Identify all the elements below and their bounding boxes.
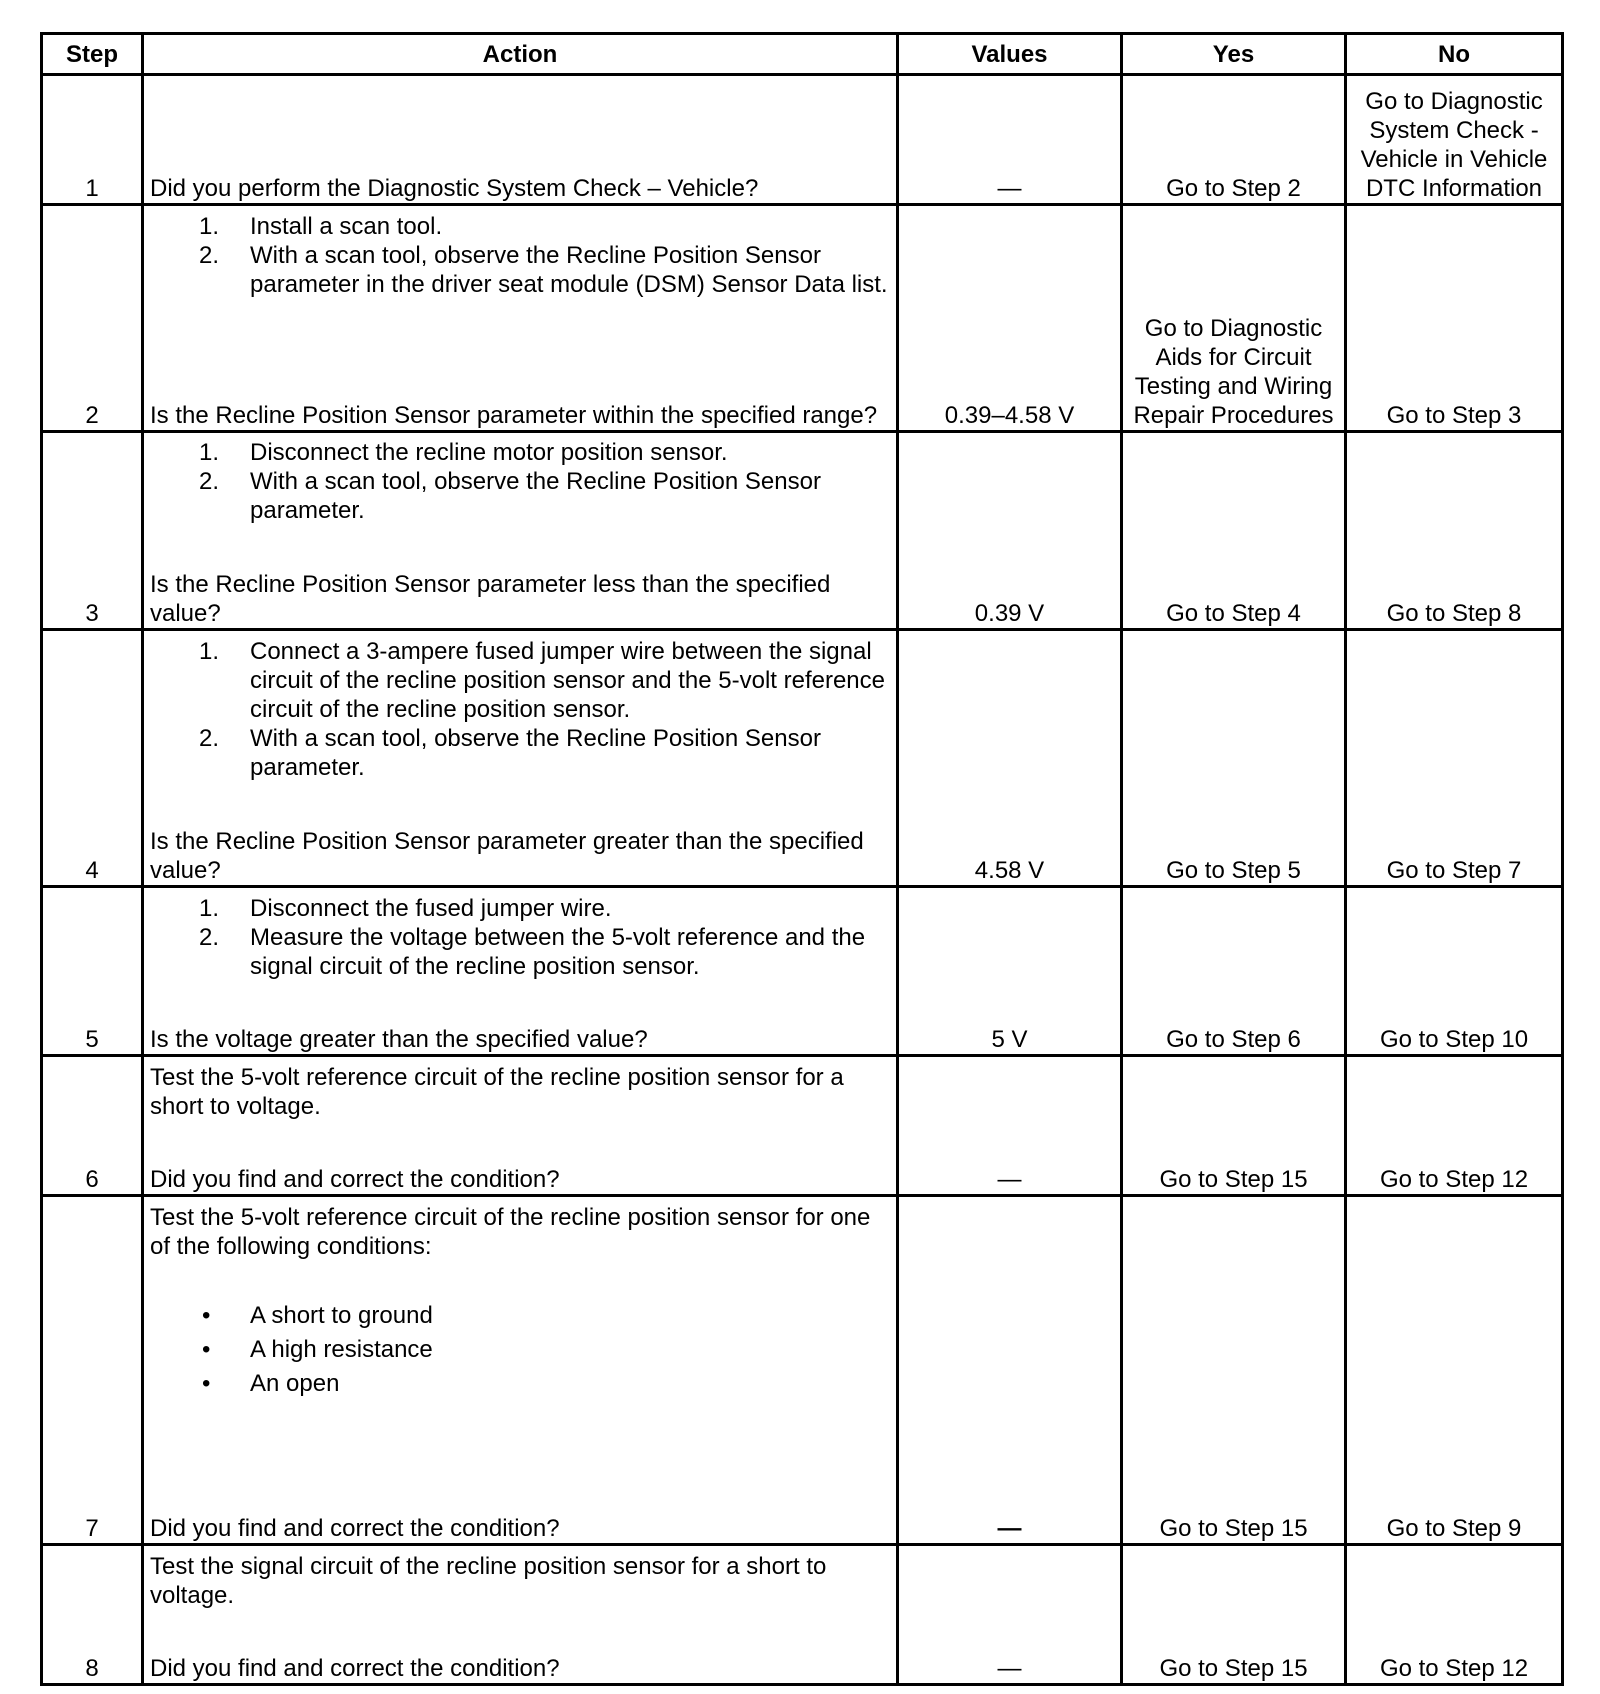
yes-cell: Go to Diagnostic Aids for Circuit Testing and Wiring Repair Procedures bbox=[1122, 205, 1346, 432]
action-cell bbox=[143, 1196, 898, 1545]
action-question: Did you find and correct the condition? bbox=[150, 1166, 560, 1193]
no-cell: Go to Step 12 bbox=[1346, 1545, 1563, 1685]
action-intro: Test the 5-volt reference circuit of the recline position sensor for one of the following conditions: bbox=[150, 1204, 871, 1260]
action-cell bbox=[143, 887, 898, 1056]
value-cell: 4.58 V bbox=[898, 630, 1122, 887]
diagnostic-table bbox=[40, 32, 1564, 1686]
action-steps-list bbox=[150, 637, 890, 782]
step-number: 4 bbox=[42, 630, 143, 887]
table-row bbox=[42, 432, 1563, 630]
step-number: 7 bbox=[42, 1196, 143, 1545]
list-item: • A short to ground bbox=[202, 1302, 433, 1329]
action-cell bbox=[143, 432, 898, 630]
table-row bbox=[42, 1056, 1563, 1196]
value-cell: — bbox=[898, 1056, 1122, 1196]
step-number: 8 bbox=[42, 1545, 143, 1685]
yes-cell: Go to Step 15 bbox=[1122, 1545, 1346, 1685]
action-question: Did you find and correct the condition? bbox=[150, 1515, 560, 1542]
list-item: 2. With a scan tool, observe the Recline Position Sensor parameter in the driver seat module (DSM) Sensor Data list. bbox=[199, 242, 888, 298]
list-item: • An open bbox=[202, 1370, 340, 1397]
action-question: Is the Recline Position Sensor parameter less than the specified value? bbox=[150, 571, 831, 627]
no-cell: Go to Step 3 bbox=[1346, 205, 1563, 432]
list-item: 2. With a scan tool, observe the Recline Position Sensor parameter. bbox=[199, 725, 821, 781]
step-number: 2 bbox=[42, 205, 143, 432]
table-row bbox=[42, 887, 1563, 1056]
action-intro: Did you perform the Diagnostic System Check – Vehicle? bbox=[150, 175, 759, 202]
yes-cell: Go to Step 15 bbox=[1122, 1056, 1346, 1196]
value-cell: — bbox=[898, 1545, 1122, 1685]
action-question: Is the Recline Position Sensor parameter within the specified range? bbox=[150, 402, 878, 429]
table-row bbox=[42, 1196, 1563, 1545]
yes-cell: Go to Step 2 bbox=[1122, 75, 1346, 205]
value-cell: 5 V bbox=[898, 887, 1122, 1056]
action-intro: Test the 5-volt reference circuit of the recline position sensor for a short to voltage. bbox=[150, 1064, 844, 1120]
step-number: 5 bbox=[42, 887, 143, 1056]
list-item: 1. Disconnect the recline motor position sensor. bbox=[199, 439, 728, 466]
table-row bbox=[42, 1545, 1563, 1685]
table-row bbox=[42, 630, 1563, 887]
table-row bbox=[42, 205, 1563, 432]
action-cell bbox=[143, 75, 898, 205]
action-steps-list bbox=[150, 438, 890, 525]
yes-cell: Go to Step 6 bbox=[1122, 887, 1346, 1056]
value-cell: 0.39–4.58 V bbox=[898, 205, 1122, 432]
no-cell: Go to Step 12 bbox=[1346, 1056, 1563, 1196]
action-intro: Test the signal circuit of the recline position sensor for a short to voltage. bbox=[150, 1553, 827, 1609]
header-action: Action bbox=[143, 34, 898, 75]
list-item: 1. Connect a 3-ampere fused jumper wire between the signal circuit of the recline position sensor and the 5-volt reference circuit of the recline position sensor. bbox=[199, 638, 886, 723]
no-cell: Go to Diagnostic System Check - Vehicle in Vehicle DTC Information bbox=[1346, 75, 1563, 205]
list-item: 1. Disconnect the fused jumper wire. bbox=[199, 895, 612, 922]
no-cell: Go to Step 9 bbox=[1346, 1196, 1563, 1545]
action-question: Did you find and correct the condition? bbox=[150, 1655, 560, 1682]
action-question: Is the voltage greater than the specified value? bbox=[150, 1026, 648, 1053]
value-cell: 0.39 V bbox=[898, 432, 1122, 630]
action-question: Is the Recline Position Sensor parameter greater than the specified value? bbox=[150, 828, 864, 884]
action-steps-list bbox=[150, 894, 890, 981]
header-step: Step bbox=[42, 34, 143, 75]
list-item: • A high resistance bbox=[202, 1336, 433, 1363]
action-cell bbox=[143, 630, 898, 887]
header-yes: Yes bbox=[1122, 34, 1346, 75]
no-cell: Go to Step 8 bbox=[1346, 432, 1563, 630]
step-number: 1 bbox=[42, 75, 143, 205]
value-cell: — bbox=[898, 75, 1122, 205]
value-cell: — bbox=[898, 1196, 1122, 1545]
table-row bbox=[42, 75, 1563, 205]
action-cell bbox=[143, 205, 898, 432]
yes-cell: Go to Step 5 bbox=[1122, 630, 1346, 887]
list-item: 1. Install a scan tool. bbox=[199, 213, 443, 240]
no-cell: Go to Step 10 bbox=[1346, 887, 1563, 1056]
header-values: Values bbox=[898, 34, 1122, 75]
list-item: 2. Measure the voltage between the 5-volt reference and the signal circuit of the recline position sensor. bbox=[199, 924, 866, 980]
step-number: 6 bbox=[42, 1056, 143, 1196]
no-cell: Go to Step 7 bbox=[1346, 630, 1563, 887]
list-item: 2. With a scan tool, observe the Recline Position Sensor parameter. bbox=[199, 468, 821, 524]
header-no: No bbox=[1346, 34, 1563, 75]
action-cell bbox=[143, 1056, 898, 1196]
conditions-list bbox=[150, 1299, 890, 1401]
yes-cell: Go to Step 4 bbox=[1122, 432, 1346, 630]
action-steps-list bbox=[150, 212, 890, 299]
action-cell bbox=[143, 1545, 898, 1685]
yes-cell: Go to Step 15 bbox=[1122, 1196, 1346, 1545]
header-row bbox=[42, 34, 1563, 75]
step-number: 3 bbox=[42, 432, 143, 630]
